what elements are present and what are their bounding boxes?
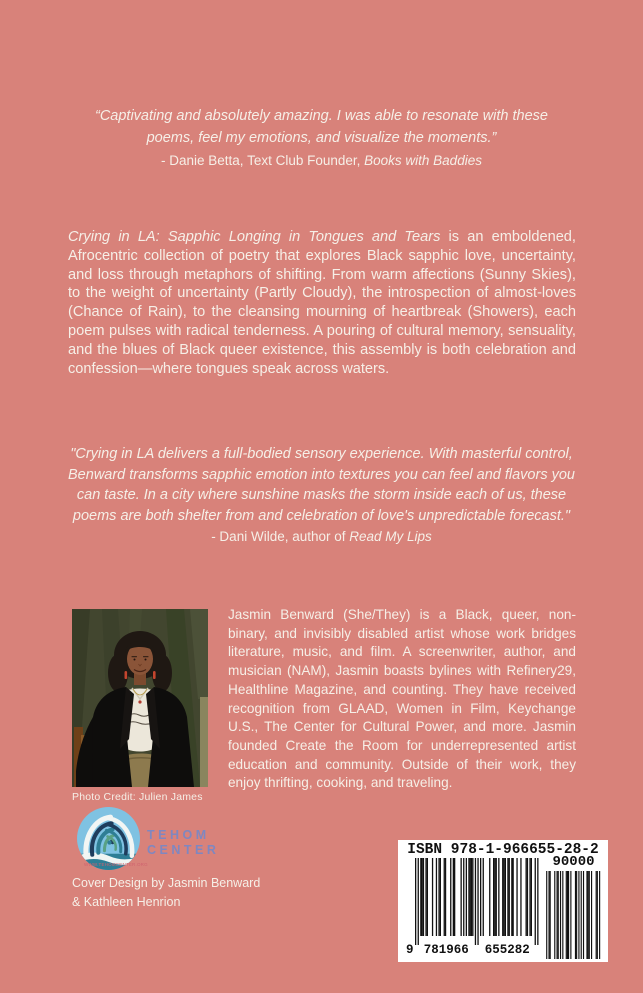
- ean13-barcode: [405, 858, 539, 956]
- price-supplement: [545, 855, 602, 959]
- synopsis-text: Crying in LA: Sapphic Longing in Tongues and Tears is an emboldened, Afrocentric collection of poetry that explores Black sapphic love, uncertainty, and loss through metaphors of shifting. From warm affections (Sunny Skies), to the weight of uncertainty (Partly Cloudy), the introspection of almost-loves (Chance of Rain), to the cleansing mourning of heartbreak (Showers), each poem pulses with radical tenderness. A pouring of cultural memory, sensuality, and the blues of Black queer existence, this assembly is both celebration and confession—where tongues speak across waters.: [68, 229, 576, 377]
- publisher-name: TEHOM CENTER: [147, 828, 220, 857]
- supplement-number: 90000: [552, 854, 595, 870]
- isbn-label: ISBN 978-1-966655-28-2: [407, 842, 599, 858]
- top-quote-text: “Captivating and absolutely amazing. I was able to resonate with these poems, feel my emotions, and visualize the moments.”: [95, 108, 548, 146]
- second-quote-attribution: - Dani Wilde, author of Read My Lips: [211, 529, 432, 544]
- top-quote-attribution: - Danie Betta, Text Club Founder, Books with Baddies: [161, 153, 482, 168]
- svg-text:781966: 781966: [423, 943, 469, 956]
- author-photo: [72, 609, 208, 787]
- second-quote-text: "Crying in LA delivers a full-bodied sensory experience. With masterful control, Benward transforms sapphic emotion into textures you can feel and flavors you can taste. In a city where sunshine masks the storm inside each of us, these poems are both shelter from and celebration of love's unpredictable forecast.": [68, 446, 575, 524]
- svg-text:9: 9: [406, 943, 414, 956]
- author-bio: Jasmin Benward (She/They) is a Black, queer, non-binary, and invisibly disabled artist whose work bridges literature, music, and film. A screenwriter, author, and musician (NAM), Jasmin boasts bylines with Refinery29, Healthline Magazine, and counting. They have received recognition from GLAAD, Women in Film, Keychange U.S., The Center for Cultural Power, and more. Jasmin founded Create the Room for underrepresented artist education and community. Outside of their work, they enjoy thrifting, cooking, and traveling.: [228, 607, 576, 791]
- second-quote: [62, 444, 581, 548]
- isbn-barcode-block: [398, 840, 608, 962]
- book-title: Crying in LA: Sapphic Longing in Tongues and Tears: [68, 229, 441, 245]
- photo-credit: Photo Credit: Julien James: [72, 791, 203, 803]
- author-portrait-image: [72, 609, 208, 787]
- top-quote: [70, 106, 573, 172]
- ean5-supplement-barcode: [545, 871, 601, 959]
- svg-text:655282: 655282: [484, 943, 530, 956]
- publisher-url: WWW.TEHOMCENTER.ORG: [84, 862, 148, 867]
- cover-design-credit: Cover Design by Jasmin Benward & Kathleen Henrion: [72, 876, 261, 909]
- synopsis: [68, 228, 576, 378]
